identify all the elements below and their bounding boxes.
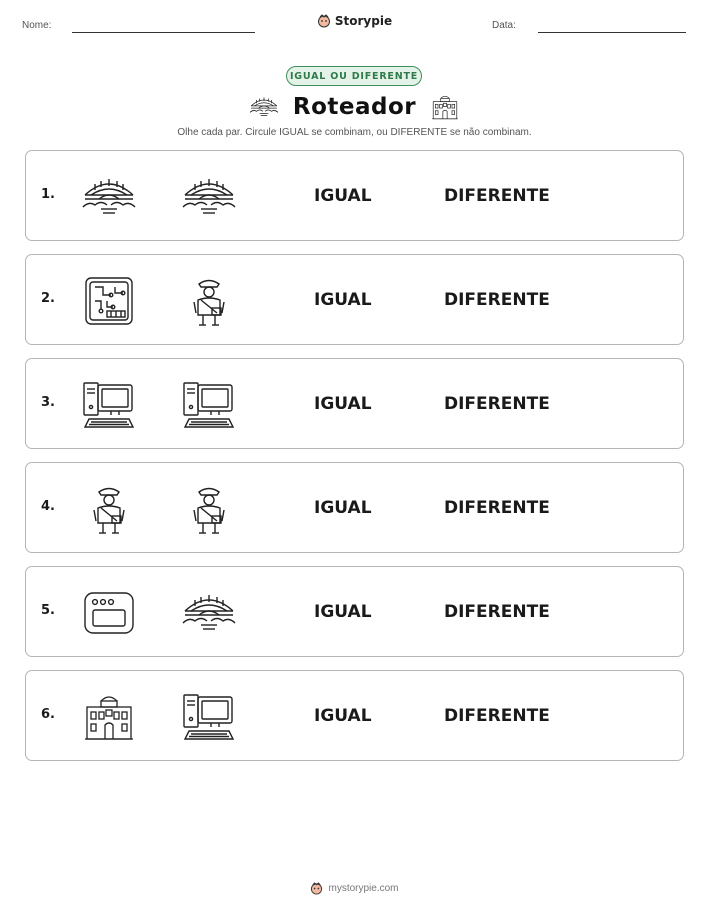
question-row xyxy=(25,150,684,241)
question-number: 3. xyxy=(41,395,55,410)
different-option[interactable]: DIFERENTE xyxy=(444,290,550,310)
worksheet-type-badge: IGUAL OU DIFERENTE xyxy=(286,66,422,86)
different-option[interactable]: DIFERENTE xyxy=(444,394,550,414)
footer-url[interactable]: mystorypie.com xyxy=(328,883,399,894)
storypie-mascot-icon xyxy=(317,14,331,28)
desktop-computer-icon xyxy=(181,377,237,433)
different-option[interactable]: DIFERENTE xyxy=(444,186,550,206)
question-number: 6. xyxy=(41,707,55,722)
same-option[interactable]: IGUAL xyxy=(314,498,372,518)
brand-name: Storypie xyxy=(334,14,393,28)
question-number: 1. xyxy=(41,187,55,202)
question-row xyxy=(25,254,684,345)
mail-carrier-icon xyxy=(181,481,237,537)
brand-logo xyxy=(0,13,709,32)
same-option[interactable]: IGUAL xyxy=(314,706,372,726)
same-option[interactable]: IGUAL xyxy=(314,290,372,310)
same-option[interactable]: IGUAL xyxy=(314,186,372,206)
question-number: 2. xyxy=(41,291,55,306)
date-input-line[interactable] xyxy=(538,32,686,33)
bridge-icon xyxy=(181,585,237,641)
bridge-icon xyxy=(181,169,237,225)
bridge-icon xyxy=(81,169,137,225)
date-label: Data: xyxy=(492,20,516,31)
circuit-board-icon xyxy=(81,273,137,329)
same-option[interactable]: IGUAL xyxy=(314,394,372,414)
different-option[interactable]: DIFERENTE xyxy=(444,602,550,622)
question-row xyxy=(25,670,684,761)
different-option[interactable]: DIFERENTE xyxy=(444,706,550,726)
building-icon xyxy=(430,92,460,122)
name-label: Nome: xyxy=(22,20,52,31)
desktop-computer-icon xyxy=(81,377,137,433)
bridge-icon xyxy=(249,92,279,122)
question-number: 4. xyxy=(41,499,55,514)
instructions: Olhe cada par. Circule IGUAL se combinam, ou DIFERENTE se não combinam. xyxy=(177,127,532,138)
storypie-mascot-icon xyxy=(310,882,323,895)
page-title: Roteador xyxy=(292,94,417,120)
desktop-computer-icon xyxy=(181,689,237,745)
router-icon xyxy=(81,585,137,641)
mail-carrier-icon xyxy=(181,273,237,329)
question-row xyxy=(25,566,684,657)
question-row xyxy=(25,358,684,449)
building-icon xyxy=(81,689,137,745)
mail-carrier-icon xyxy=(81,481,137,537)
same-option[interactable]: IGUAL xyxy=(314,602,372,622)
different-option[interactable]: DIFERENTE xyxy=(444,498,550,518)
question-number: 5. xyxy=(41,603,55,618)
question-row xyxy=(25,462,684,553)
footer xyxy=(0,880,709,899)
name-input-line[interactable] xyxy=(72,32,255,33)
